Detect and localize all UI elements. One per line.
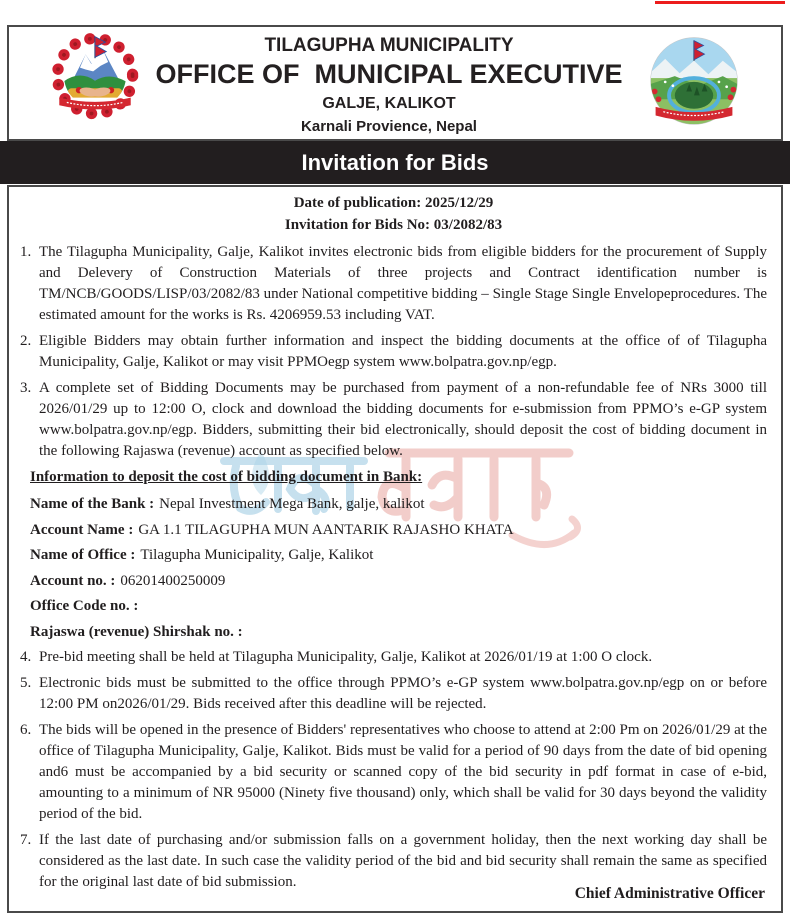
item-text: Pre-bid meeting shall be held at Tilagupha Municipality, Galje, Kalikot at 2026/01/19 at 1:00 O clock. [39, 649, 653, 665]
municipality-seal-logo [646, 32, 742, 128]
address-line: GALJE, KALIKOT [322, 95, 456, 112]
bank-row-office-name: Name of Office : Tilagupha Municipality, Galje, Kalikot [30, 547, 374, 563]
office-title: OFFICE OF MUNICIPAL EXECUTIVE [155, 59, 623, 89]
notice-item-3 [20, 378, 767, 462]
bank-row-bank-name: Name of the Bank : Nepal Investment Mega Bank, galje, kalikot [30, 496, 425, 512]
banner-title: Invitation for Bids [301, 150, 489, 175]
item-number: 7. [20, 832, 32, 848]
bank-row-rajaswa-shirshak: Rajaswa (revenue) Shirshak no. : [30, 623, 243, 640]
item-text: A complete set of Bidding Documents may be purchased from payment of a non-refundable fee of NRs 3000 till 2026/01/29 up to 12:00 O, clock and download the bidding documents for e-submission from PPMO’s e-GP system www.bolpatra.gov.np/egp. Bidders, submitting their bid electronically, should deposit the cost of bidding document in the following Rajaswa (revenue) account as specified below. [39, 380, 767, 459]
item-number: 1. [20, 244, 32, 260]
bank-info-section [30, 467, 767, 643]
notice-item-2 [20, 331, 767, 373]
item-number: 5. [20, 675, 32, 691]
bank-row-office-code: Office Code no. : [30, 598, 139, 614]
item-text: Eligible Bidders may obtain further information and inspect the bidding documents at the office of of Tilagupha Municipality, Galje, Kalikot or may visit PPMOegp system www.bolpatra.gov.np/egp. [39, 333, 767, 370]
notice-item-6 [20, 720, 767, 825]
bank-info-heading: Information to deposit the cost of bidding document in Bank: [30, 469, 423, 485]
item-number: 3. [20, 380, 32, 396]
item-text: The Tilagupha Municipality, Galje, Kalikot invites electronic bids from eligible bidders for the procurement of Supply and Delevery of Construction Materials of three projects and Contract identification number is TM/NCB/GOODS/LISP/03/2082/83 under National competitive bidding – Single Stage Single Envelopeprocedures. The estimated amount for the works is Rs. 4206959.53 including VAT. [39, 244, 767, 323]
letterhead-text [147, 34, 631, 138]
signature-title: Chief Administrative Officer [574, 885, 765, 902]
item-text: The bids will be opened in the presence of Bidders' representatives who choose to attend at 2:00 Pm on 2026/01/29 at the office of Tilagupha Municipality, Galje, Kalikot. Bids must be valid for a period of 90 days from the date of bid opening and6 must be accompanied by a bid security or scanned copy of the bid security in pdf format in case of e-bid, amounting to a minimum of NR 95000 (Ninety five thousand) only, which shall be valid for 30 days beyond the validity period of the bid. [39, 722, 767, 822]
municipality-name: TILAGUPHA MUNICIPALITY [264, 35, 514, 56]
invitation-banner [0, 141, 790, 184]
notice-flow [9, 187, 781, 893]
notice-item-7 [20, 830, 767, 893]
item-text: If the last date of purchasing and/or submission falls on a government holiday, then the next working day shall be considered as the last date. In such case the validity period of the bid and bid security shall remain the same as specified for the original last date of bid submission. [39, 832, 767, 890]
item-number: 6. [20, 722, 32, 738]
publication-date: Date of publication: 2025/12/29 [293, 195, 494, 211]
item-number: 2. [20, 333, 32, 349]
notice-item-4 [20, 647, 767, 668]
bank-row-account-no: Account no. : 06201400250009 [30, 572, 226, 589]
notice-item-5 [20, 673, 767, 715]
province-line: Karnali Provience, Nepal [301, 118, 477, 135]
bank-row-account-name: Account Name : GA 1.1 TILAGUPHA MUN AANTARIK RAJASHO KHATA [30, 521, 514, 538]
notice-item-1 [20, 242, 767, 326]
item-text: Electronic bids must be submitted to the office through PPMO’s e-GP system www.bolpatra.gov.np/egp on or before 12:00 PM on2026/01/29. Bids received after this deadline will be rejected. [39, 675, 767, 712]
notice-body [7, 185, 783, 913]
nepal-coat-of-arms-logo [48, 30, 142, 124]
item-number: 4. [20, 649, 32, 665]
bid-number: Invitation for Bids No: 03/2082/83 [284, 217, 503, 233]
letterhead [7, 25, 783, 141]
top-red-underline [655, 1, 785, 4]
